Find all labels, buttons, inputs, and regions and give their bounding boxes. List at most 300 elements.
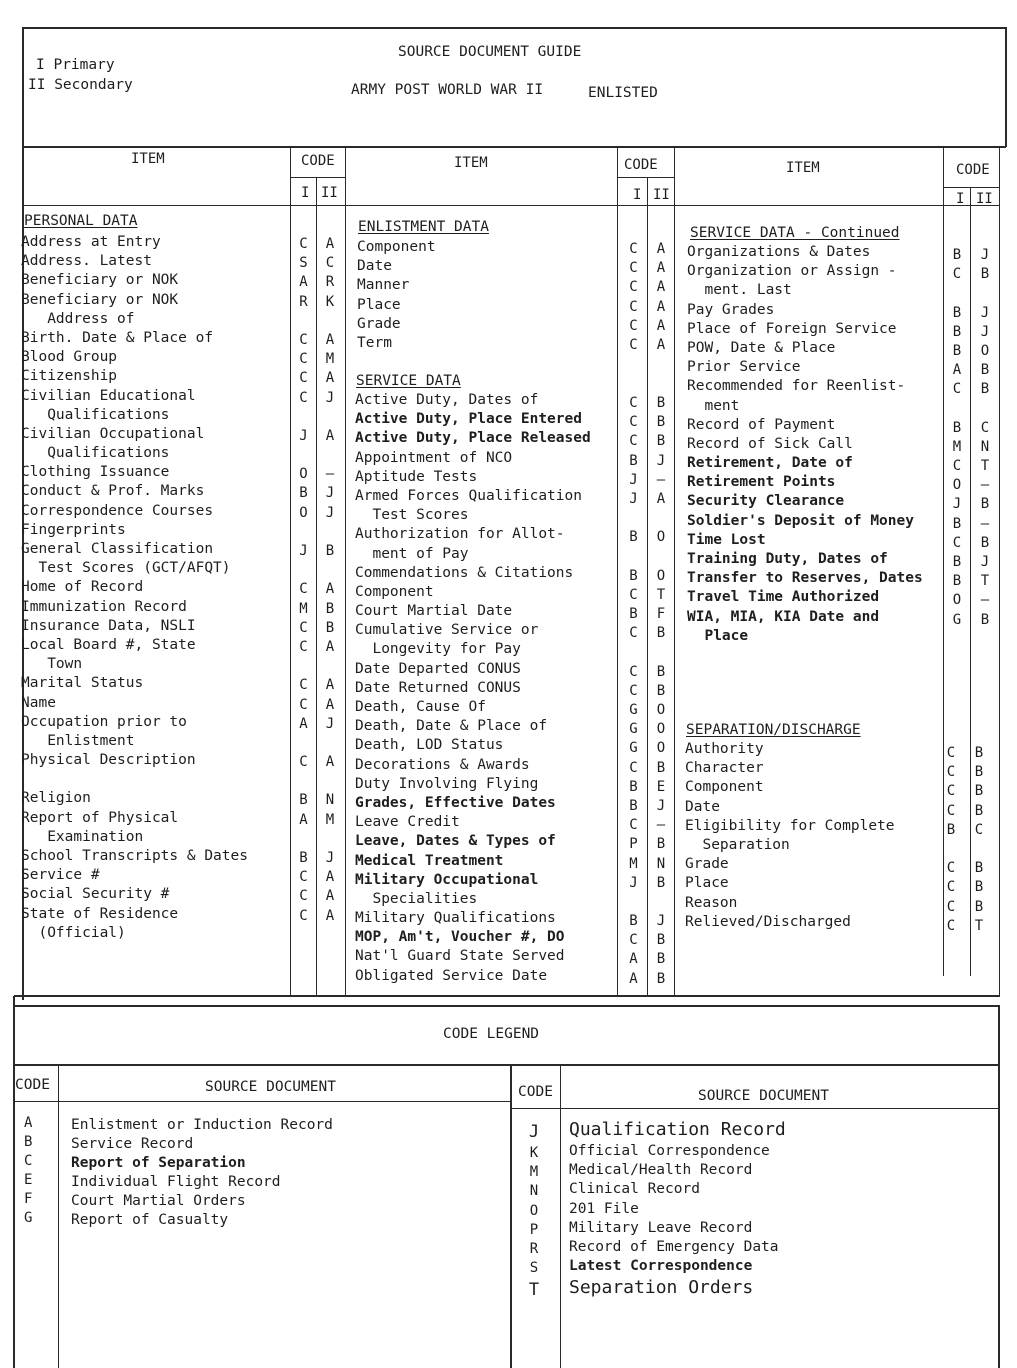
item-label: Recommended for Reenlist-	[687, 378, 906, 395]
primary-code: B	[952, 304, 962, 321]
secondary-code	[972, 400, 998, 419]
secondary-code: A	[325, 888, 335, 905]
frame-right-rule	[1005, 27, 1007, 147]
legend-source-document: Service Record	[71, 1136, 194, 1152]
primary-code: C	[629, 298, 638, 315]
secondary-code: B	[325, 600, 335, 617]
secondary-code: B	[980, 611, 990, 628]
primary-code: C	[299, 351, 308, 368]
code-subhdr-rule-2	[617, 177, 675, 178]
primary-code: C	[629, 663, 638, 680]
secondary-code: A	[325, 907, 335, 924]
legend-code: A	[24, 1115, 33, 1131]
item-label: Separation	[685, 836, 790, 853]
item-label: General Classification	[21, 541, 214, 557]
primary-code	[620, 548, 647, 567]
service-data-codes-ii	[648, 394, 674, 989]
item-label: Security Clearance	[687, 493, 845, 510]
item-label: Transfer to Reserves, Dates	[687, 570, 923, 587]
secondary-code: B	[325, 619, 335, 636]
primary-code: B	[952, 573, 962, 590]
secondary-code	[317, 926, 343, 945]
item-label: POW, Date & Place	[687, 339, 836, 356]
secondary-code: B	[980, 266, 990, 283]
primary-code: C	[299, 638, 308, 655]
primary-code: C	[299, 907, 308, 924]
item-label: Component	[685, 779, 764, 796]
item-label: Grade	[357, 315, 401, 332]
primary-code: M	[952, 438, 962, 455]
secondary-code: J	[980, 304, 990, 321]
code-ii-header-2: II	[653, 187, 670, 203]
secondary-code: J	[656, 797, 666, 814]
item-label: Date	[357, 258, 392, 275]
item-label: Death, Date & Place of	[355, 718, 548, 735]
item-label: Leave Credit	[355, 814, 460, 831]
item-label	[21, 770, 289, 789]
secondary-code: O	[656, 740, 666, 757]
primary-code: B	[952, 247, 962, 263]
code-subhdr-rule-3	[943, 187, 1000, 188]
legend-source-document: Court Martial Orders	[71, 1193, 246, 1209]
header-bottom-rule	[22, 146, 1006, 148]
legend-source-document: Report of Separation	[71, 1155, 246, 1171]
legend-right-docs	[569, 1118, 989, 1300]
secondary-code: B	[656, 874, 666, 891]
item-label: Insurance Data, NSLI	[21, 617, 196, 634]
item-label: Record of Payment	[687, 416, 836, 433]
secondary-code: B	[974, 898, 984, 915]
primary-code: B	[952, 515, 962, 532]
secondary-code	[317, 772, 343, 791]
primary-code: J	[629, 490, 638, 507]
item-label: Test Scores (GCT/AFQT)	[21, 560, 231, 577]
secondary-code: B	[974, 783, 984, 800]
secondary-code: B	[656, 951, 666, 968]
secondary-code: C	[974, 821, 984, 838]
primary-code	[291, 830, 316, 849]
primary-code: C	[299, 236, 308, 252]
primary-code	[291, 734, 316, 753]
col-rule-2	[617, 146, 618, 996]
legend-code: G	[24, 1210, 33, 1226]
legend-code: R	[529, 1240, 539, 1257]
primary-code: C	[629, 317, 638, 334]
primary-code: C	[629, 625, 638, 642]
service-data-items	[355, 391, 617, 986]
secondary-code	[317, 830, 343, 849]
item-label: Retirement Points	[687, 474, 836, 491]
item-label: Specialities	[355, 890, 478, 907]
item-label: Enlistment	[21, 732, 135, 749]
primary-code	[291, 561, 316, 580]
secondary-code	[317, 312, 343, 331]
personal-data-items	[21, 233, 289, 943]
primary-code: G	[952, 611, 962, 628]
primary-code: C	[299, 869, 308, 886]
legend-code-rule-left	[58, 1065, 59, 1368]
legend-source-document: Individual Flight Record	[71, 1174, 281, 1190]
item-label: Grade	[685, 856, 729, 873]
secondary-code: –	[980, 592, 990, 609]
enlistment-data-items	[357, 238, 615, 353]
item-label: Date Returned CONUS	[355, 679, 521, 696]
item-label: Citizenship	[21, 368, 118, 385]
table-bottom-rule	[14, 995, 1000, 997]
primary-code: C	[629, 817, 638, 834]
secondary-code: T	[980, 573, 990, 590]
primary-code: P	[629, 836, 638, 853]
secondary-code: C	[325, 255, 335, 272]
secondary-code	[972, 284, 998, 303]
secondary-code: B	[656, 414, 666, 431]
primary-code: C	[946, 860, 956, 877]
primary-code: C	[299, 581, 308, 598]
primary-code	[620, 893, 647, 912]
primary-code: C	[299, 619, 308, 636]
primary-code: C	[299, 389, 308, 406]
secondary-code: A	[656, 279, 666, 296]
primary-code	[291, 657, 316, 676]
secondary-code: J	[980, 554, 990, 570]
secondary-code: B	[980, 496, 990, 513]
item-label: Social Security #	[21, 886, 170, 903]
primary-code: C	[629, 279, 638, 296]
item-label: Time Lost	[687, 531, 766, 548]
item-label: Service #	[21, 867, 100, 884]
legend-doc-header-left: SOURCE DOCUMENT	[205, 1079, 336, 1095]
item-label: Examination	[21, 828, 144, 845]
secondary-code: O	[656, 567, 666, 584]
secondary-code: J	[656, 452, 666, 469]
primary-code: J	[629, 874, 638, 891]
legend-left-codes	[24, 1114, 54, 1228]
primary-code	[944, 400, 970, 419]
primary-code: B	[629, 452, 638, 469]
item-label: Place	[685, 875, 729, 892]
code-ii-header-1: II	[321, 185, 338, 201]
item-label: Date	[685, 798, 720, 815]
col-rule-1b	[345, 146, 346, 996]
item-label: Birth. Date & Place of	[21, 329, 214, 346]
item-label: Record of Sick Call	[687, 435, 853, 452]
legend-secondary: II Secondary	[28, 77, 133, 93]
primary-code: C	[629, 414, 638, 431]
item-label: Travel Time Authorized	[687, 589, 880, 606]
code-i-header-3: I	[956, 191, 965, 207]
primary-code	[291, 312, 316, 331]
legend-code: N	[529, 1183, 539, 1200]
primary-code: C	[629, 932, 638, 949]
secondary-code: A	[656, 241, 666, 257]
secondary-code: B	[656, 682, 666, 699]
legend-code-rule-right	[560, 1065, 561, 1368]
legend-source-document: Clinical Record	[569, 1181, 700, 1198]
item-label: Reason	[685, 894, 738, 911]
item-label: Character	[685, 760, 764, 777]
secondary-code: B	[974, 802, 984, 819]
primary-code: M	[299, 600, 308, 617]
secondary-code: J	[980, 247, 990, 263]
primary-code: C	[299, 888, 308, 905]
secondary-code: B	[974, 745, 984, 761]
secondary-code: B	[325, 543, 335, 559]
primary-code: J	[952, 496, 962, 513]
legend-code: K	[529, 1145, 539, 1161]
secondary-code	[648, 509, 674, 528]
item-label: Appointment of NCO	[355, 449, 513, 466]
primary-code: J	[299, 543, 308, 559]
primary-code: G	[629, 740, 638, 757]
item-label: Immunization Record	[21, 598, 187, 615]
secondary-code	[317, 561, 343, 580]
secondary-code: B	[656, 625, 666, 642]
secondary-code: J	[325, 389, 335, 406]
primary-code: A	[299, 811, 308, 828]
secondary-code: T	[974, 917, 984, 934]
secondary-code: B	[656, 663, 666, 680]
separation-discharge-codes-i	[938, 744, 964, 936]
secondary-code: J	[325, 504, 335, 521]
item-label: ment of Pay	[355, 545, 469, 562]
separation-discharge-items	[685, 740, 943, 932]
secondary-code: A	[325, 638, 335, 655]
primary-code: B	[629, 606, 638, 623]
secondary-code: A	[325, 370, 335, 387]
item-label: Organizations & Dates	[687, 244, 871, 260]
item-label: Military Qualifications	[355, 910, 556, 927]
primary-code: C	[946, 783, 956, 800]
secondary-code: A	[325, 869, 335, 886]
item-label: Home of Record	[21, 579, 144, 596]
item-label: School Transcripts & Dates	[21, 848, 248, 864]
legend-mid-rule	[510, 1065, 512, 1368]
primary-code: B	[952, 554, 962, 570]
secondary-code: B	[656, 836, 666, 853]
secondary-code: B	[974, 879, 984, 896]
primary-code: B	[629, 529, 638, 546]
personal-data-codes-i	[291, 235, 316, 945]
item-label: Aptitude Tests	[355, 468, 478, 485]
secondary-code: B	[656, 932, 666, 949]
item-label: MOP, Am't, Voucher #, DO	[355, 929, 565, 946]
item-label: WIA, MIA, KIA Date and	[687, 608, 880, 625]
item-label: Component	[357, 239, 436, 255]
item-label: Relieved/Discharged	[685, 913, 851, 930]
primary-code: R	[299, 293, 308, 310]
secondary-code: O	[980, 342, 990, 359]
col-header-rule	[22, 205, 1000, 206]
primary-code: C	[299, 754, 308, 771]
item-label: Test Scores	[355, 507, 469, 524]
primary-code: C	[629, 336, 638, 353]
item-label: Clothing Issuance	[21, 464, 170, 481]
item-label: Physical Description	[21, 752, 196, 769]
secondary-code: A	[656, 336, 666, 353]
legend-code-header-left: CODE	[15, 1077, 50, 1093]
item-label: Correspondence Courses	[21, 502, 214, 519]
service-data-continued-codes-i	[944, 246, 970, 649]
item-label: (Official)	[21, 924, 126, 941]
secondary-code: J	[656, 913, 666, 930]
secondary-code: –	[980, 515, 990, 532]
secondary-code	[648, 643, 674, 662]
legend-code: B	[24, 1134, 33, 1150]
item-label: Authority	[685, 741, 764, 757]
primary-code: O	[952, 592, 962, 609]
primary-code: B	[952, 342, 962, 359]
legend-source-document: 201 File	[569, 1200, 639, 1217]
code-i-header-2: I	[633, 187, 642, 203]
item-label: Address. Latest	[21, 253, 152, 270]
primary-code: C	[629, 395, 638, 411]
primary-code: O	[952, 477, 962, 494]
item-label: Civilian Educational	[21, 387, 196, 404]
primary-code: B	[299, 792, 308, 809]
secondary-code: –	[980, 477, 990, 494]
primary-code: C	[299, 696, 308, 713]
primary-code: C	[946, 879, 956, 896]
legend-code: E	[24, 1172, 33, 1188]
item-label: Conduct & Prof. Marks	[21, 483, 205, 500]
page-subtitle-category: ENLISTED	[588, 85, 658, 101]
primary-code: B	[629, 913, 638, 930]
secondary-code	[317, 408, 343, 427]
legend-code: S	[529, 1260, 539, 1277]
legend-code: T	[528, 1280, 540, 1301]
item-header-3: ITEM	[786, 160, 820, 176]
primary-code	[291, 772, 316, 791]
item-label: Report of Physical	[21, 809, 179, 826]
secondary-code: A	[656, 317, 666, 334]
secondary-code: B	[656, 433, 666, 450]
personal-data-heading: PERSONAL DATA	[24, 213, 138, 229]
legend-title-rule	[14, 1064, 999, 1066]
secondary-code	[317, 446, 343, 465]
primary-code: G	[629, 721, 638, 738]
legend-source-document: Report of Casualty	[71, 1212, 229, 1228]
primary-code: B	[299, 850, 308, 866]
primary-code: C	[299, 370, 308, 387]
item-label: Religion	[21, 790, 91, 807]
primary-code: B	[946, 821, 956, 838]
secondary-code: R	[325, 274, 335, 291]
secondary-code: O	[656, 529, 666, 546]
primary-code: G	[629, 702, 638, 718]
code-subhdr-rule-1	[290, 177, 346, 178]
legend-source-document: Record of Emergency Data	[569, 1238, 779, 1255]
separation-discharge-codes-ii	[966, 744, 992, 936]
primary-code	[944, 630, 970, 649]
secondary-code: B	[974, 764, 984, 781]
item-label: Place	[687, 627, 749, 644]
primary-code: B	[952, 419, 962, 436]
secondary-code	[317, 657, 343, 676]
legend-code: J	[528, 1122, 540, 1142]
legend-code: M	[529, 1164, 539, 1181]
item-label: Obligated Service Date	[355, 967, 548, 984]
secondary-code: A	[325, 677, 335, 694]
secondary-code: A	[325, 236, 335, 252]
primary-code	[291, 926, 316, 945]
item-label: Qualifications	[21, 445, 170, 462]
secondary-code: T	[656, 586, 666, 603]
item-label: Leave, Dates & Types of	[355, 833, 556, 850]
primary-code	[291, 446, 316, 465]
item-label: Medical Treatment	[355, 852, 504, 869]
primary-code: S	[299, 255, 308, 272]
primary-code: C	[946, 802, 956, 819]
code-legend-title: CODE LEGEND	[443, 1026, 540, 1042]
legend-source-document: Qualification Record	[569, 1119, 786, 1140]
primary-code: A	[629, 951, 638, 968]
primary-code: C	[629, 586, 638, 603]
primary-code: C	[629, 241, 638, 257]
legend-source-document: Official Correspondence	[569, 1143, 770, 1159]
secondary-code: B	[974, 860, 984, 877]
item-label: Court Martial Date	[355, 603, 513, 620]
primary-code: C	[952, 381, 962, 398]
code-header-1: CODE	[301, 153, 335, 169]
primary-code: C	[946, 745, 956, 761]
secondary-code: –	[325, 466, 335, 483]
legend-header-rule-left	[14, 1101, 510, 1102]
item-label: Address of	[21, 310, 135, 327]
item-label: Prior Service	[687, 359, 801, 376]
secondary-code: –	[656, 471, 666, 488]
primary-code: C	[952, 534, 962, 551]
item-label: Cumulative Service or	[355, 622, 539, 639]
item-label: State of Residence	[21, 905, 179, 922]
primary-code: C	[299, 331, 308, 348]
primary-code: C	[299, 677, 308, 694]
secondary-code	[648, 548, 674, 567]
secondary-code: B	[980, 362, 990, 379]
legend-left-docs	[71, 1116, 501, 1230]
primary-code: B	[629, 797, 638, 814]
legend-code: P	[529, 1221, 539, 1238]
item-label: ment. Last	[687, 282, 792, 299]
item-label: Active Duty, Place Released	[355, 430, 591, 447]
item-label: Soldier's Deposit of Money	[687, 512, 914, 529]
item-label: Longevity for Pay	[355, 641, 521, 658]
item-label: Occupation prior to	[21, 713, 187, 730]
secondary-code: J	[325, 485, 335, 502]
item-label: Beneficiary or NOK	[21, 291, 179, 308]
item-label: ment	[687, 397, 740, 414]
secondary-code	[648, 893, 674, 912]
secondary-code: M	[325, 811, 335, 828]
secondary-code: J	[325, 715, 335, 732]
secondary-code: A	[656, 490, 666, 507]
service-data-continued-items	[687, 243, 943, 646]
secondary-code: O	[656, 702, 666, 718]
service-data-codes-i	[620, 394, 647, 989]
secondary-code: J	[325, 850, 335, 866]
legend-source-document: Separation Orders	[569, 1277, 754, 1299]
secondary-code: K	[325, 293, 335, 310]
secondary-code: B	[656, 970, 666, 987]
item-label: Organization or Assign -	[687, 263, 897, 280]
primary-code: B	[629, 567, 638, 584]
secondary-code: A	[656, 298, 666, 315]
secondary-code: F	[656, 606, 666, 623]
item-label: Military Occupational	[355, 871, 539, 888]
secondary-code	[966, 840, 992, 859]
code-ii-header-3: II	[976, 191, 993, 207]
primary-code: B	[629, 778, 638, 795]
item-label: Decorations & Awards	[355, 756, 530, 773]
